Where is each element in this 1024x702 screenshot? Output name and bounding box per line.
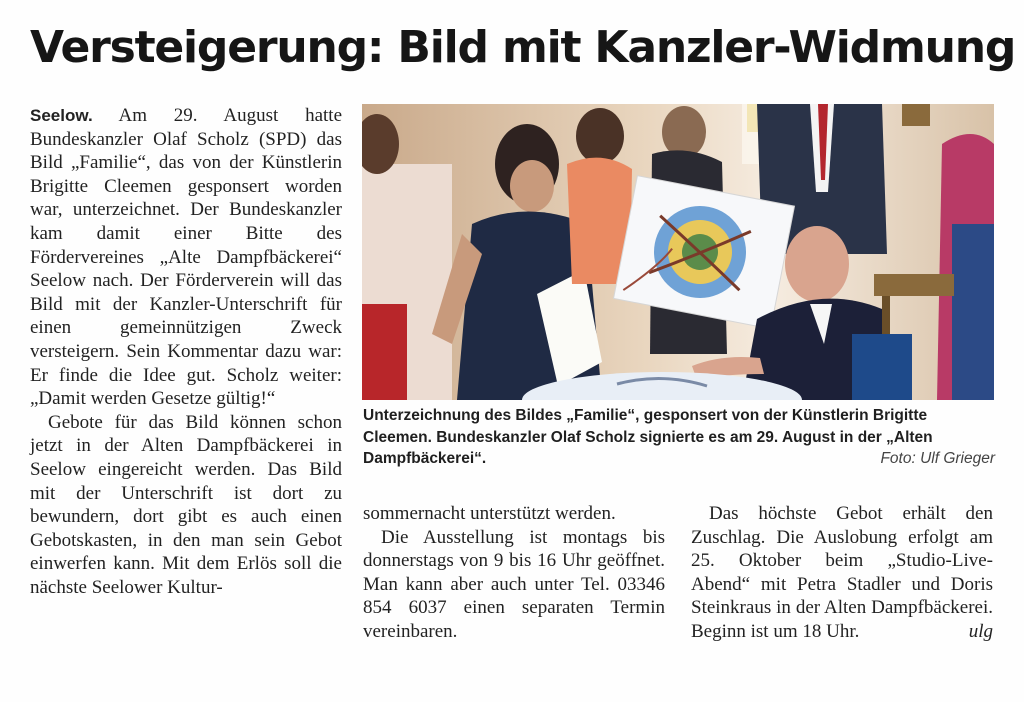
article-paragraph: [691, 502, 993, 644]
dateline: Seelow.: [30, 106, 93, 125]
photo-credit: Foto: Ulf Grieger: [880, 450, 995, 467]
article-photo: [362, 104, 994, 400]
article-paragraph: [30, 104, 342, 411]
photo-illustration: [362, 104, 994, 400]
headline: Versteigerung: Bild mit Kanzler-Widmung: [30, 22, 1016, 73]
caption-text: Unterzeichnung des Bildes „Familie“, gesponsert von der Künstlerin Brigitte Cleemen. Bundeskanzler Olaf Scholz signierte es am 29. August in der „Alten Dampfbäckerei“.: [363, 407, 933, 467]
article-paragraph: sommernacht unterstützt werden.: [363, 503, 616, 524]
article-column-2: [363, 502, 665, 644]
photo-caption: [363, 405, 995, 470]
article-paragraph: Die Ausstellung ist montags bis donnerstags von 9 bis 16 Uhr geöffnet. Man kann aber auch unter Tel. 03346 854 6037 einen separaten Termin vereinbaren.: [363, 526, 665, 642]
article-column-1: [30, 104, 342, 599]
paragraph-text: Das höchste Gebot erhält den Zuschlag. Die Auslobung erfolgt am 25. Oktober beim „Studio-Live-Abend“ mit Petra Stadler und Doris Steinkraus in der Alten Dampfbäckerei. Beginn ist um 18 Uhr.: [691, 503, 993, 642]
author-initials: ulg: [968, 620, 993, 642]
article-paragraph: Gebote für das Bild können schon jetzt in der Alten Dampfbäckerei in Seelow eingereicht werden. Das Bild mit der Unterschrift ist dort zu bewundern, dort gibt es auch einen Gebotskasten, in den man sein Gebot einwerfen kann. Mit dem Erlös soll die nächste Seelower Kultur-: [30, 411, 342, 598]
paragraph-text: Am 29. August hatte Bundeskanzler Olaf Scholz (SPD) das Bild „Familie“, das von der Künstlerin Brigitte Cleemen gesponsert worden war, unterzeichnet. Der Bundeskanzler kam damit einer Bitte des Fördervereines „Alte Dampfbäckerei“ Seelow nach. Der Förderverein will das Bild mit der Kanzler-Unterschrift für einen gemeinnützigen Zweck versteigern. Sein Kommentar dazu war: Er finde die Idee gut. Scholz weiter: „Damit werden Gesetze gültig!“: [30, 105, 342, 410]
article-column-3: [691, 502, 993, 644]
